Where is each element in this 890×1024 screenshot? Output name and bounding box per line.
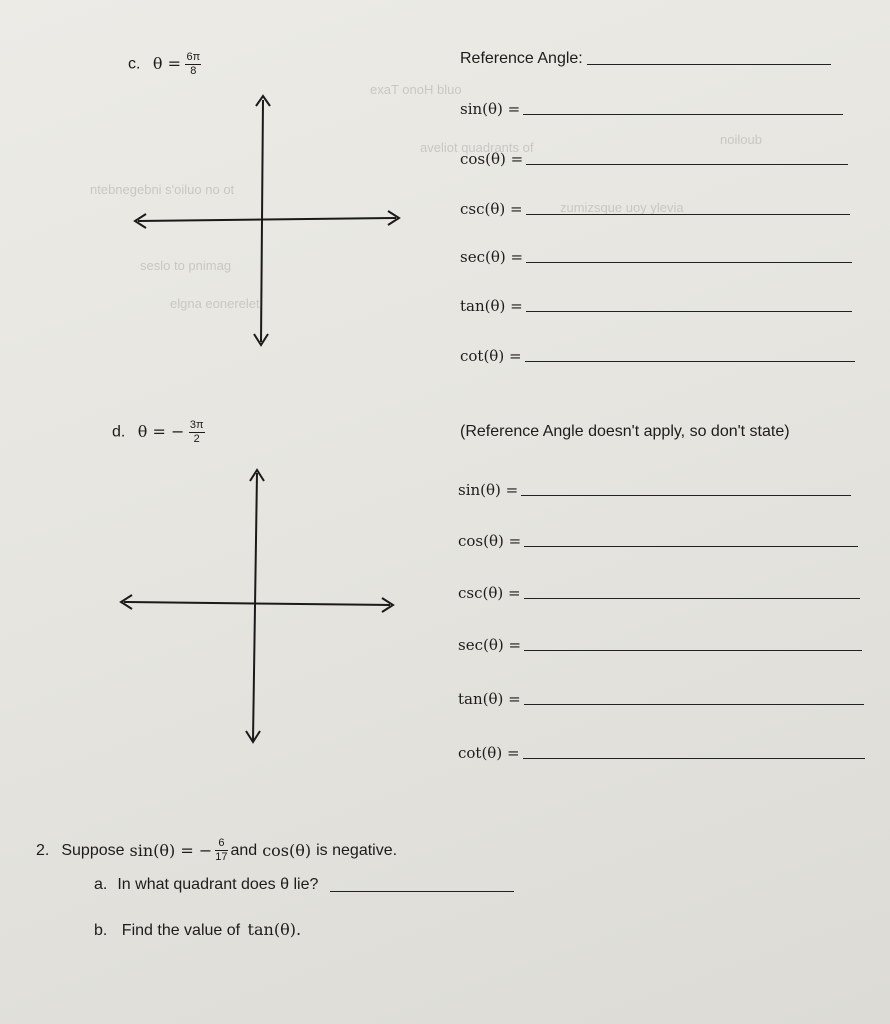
sin-row-d: sin(θ) =: [458, 481, 851, 499]
problem-2a: a. In what quadrant does θ lie?: [94, 876, 514, 894]
problem-2b: b. Find the value of tan(θ).: [94, 920, 302, 939]
answer-line[interactable]: [524, 597, 860, 599]
answer-line[interactable]: [524, 649, 862, 651]
bleed-through-text: noiloub: [720, 132, 762, 147]
theta-fraction: $\frac{3\pi}{2}$: [189, 419, 204, 445]
tan-row-c: tan(θ) =: [460, 297, 852, 315]
answer-line[interactable]: [526, 310, 852, 312]
sec-row-d: sec(θ) =: [458, 636, 862, 654]
answer-line[interactable]: [524, 545, 858, 547]
cot-row-c: cot(θ) =: [460, 347, 855, 365]
coordinate-axes-c: [130, 90, 405, 355]
quadrant-answer-line[interactable]: [330, 891, 514, 892]
answer-line[interactable]: [526, 213, 850, 215]
coordinate-axes-d: [115, 465, 400, 750]
reference-angle-answer-line[interactable]: [587, 64, 831, 65]
cos-row-c: cos(θ) =: [460, 150, 848, 168]
cos-row-d: cos(θ) =: [458, 532, 858, 550]
problem-2-statement: 2. Suppose sin(θ) = − $\frac{6}{17}$ and cos(θ) is negative.: [36, 837, 398, 863]
sin-fraction: $\frac{6}{17}$: [215, 837, 228, 863]
reference-angle-note: (Reference Angle doesn't apply, so don't state): [460, 423, 790, 440]
sec-row-c: sec(θ) =: [460, 248, 852, 266]
tan-row-d: tan(θ) =: [458, 690, 864, 708]
bleed-through-text: ntebnegebni s'oiluo no ot: [90, 182, 235, 197]
csc-row-c: csc(θ) =: [460, 200, 850, 218]
answer-line[interactable]: [523, 757, 865, 759]
answer-line[interactable]: [524, 703, 864, 705]
bleed-through-text: seslo to pnimag: [140, 258, 232, 273]
csc-row-d: csc(θ) =: [458, 584, 860, 602]
sin-row-c: sin(θ) =: [460, 100, 843, 118]
problem-c-heading: c. θ = $\frac{6\pi}{8}$: [128, 51, 201, 77]
theta-fraction: $\frac{6\pi}{8}$: [186, 51, 201, 77]
answer-line[interactable]: [526, 261, 852, 263]
bleed-through-text: zumizsque uoy ylevia: [560, 200, 684, 215]
bleed-through-text: aveliot quadrants of: [420, 140, 534, 155]
answer-line[interactable]: [526, 163, 848, 165]
cot-row-d: cot(θ) =: [458, 744, 865, 762]
reference-angle-label: Reference Angle:: [460, 50, 583, 67]
reference-angle-row: [460, 50, 831, 68]
problem-d-heading: d. θ = − $\frac{3\pi}{2}$: [112, 419, 204, 445]
answer-line[interactable]: [523, 113, 843, 115]
bleed-through-text: exaT onoH bluo: [370, 82, 462, 97]
answer-line[interactable]: [521, 494, 851, 496]
answer-line[interactable]: [525, 360, 855, 362]
bleed-through-text: elgna eonerelet: [170, 296, 260, 311]
